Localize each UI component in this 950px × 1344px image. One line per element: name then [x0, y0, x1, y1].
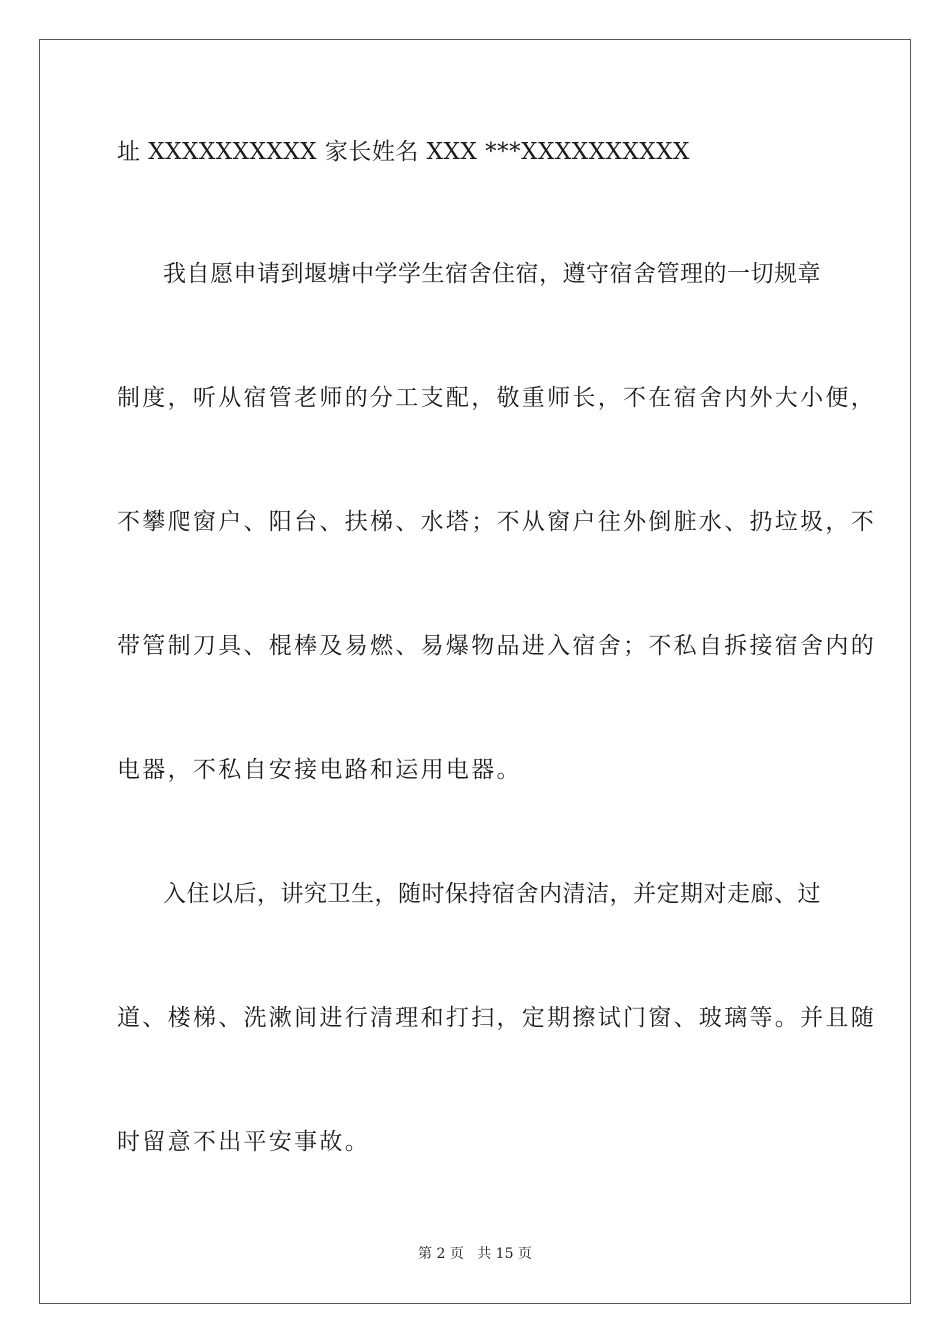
paragraph-1-line-1: 我自愿申请到堰塘中学学生宿舍住宿，遵守宿舍管理的一切规章 — [163, 261, 821, 287]
page-frame — [39, 39, 911, 1304]
page-number: 第 2 页 — [418, 1246, 464, 1262]
paragraph-2-line-2: 道、楼梯、洗漱间进行清理和打扫，定期擦试门窗、玻璃等。并且随 — [117, 1005, 876, 1031]
paragraph-1-line-2: 制度，听从宿管老师的分工支配，敬重师长，不在宿舍内外大小便， — [117, 385, 876, 411]
paragraph-2-line-1: 入住以后，讲究卫生，随时保持宿舍内清洁，并定期对走廊、过 — [163, 881, 821, 907]
page-total: 共 15 页 — [477, 1246, 532, 1262]
paragraph-1-line-3: 不攀爬窗户、阳台、扶梯、水塔；不从窗户往外倒脏水、扔垃圾，不 — [117, 509, 876, 535]
paragraph-1-line-4: 带管制刀具、棍棒及易燃、易爆物品进入宿舍；不私自拆接宿舍内的 — [117, 633, 876, 659]
page-footer — [0, 1244, 950, 1264]
paragraph-2-line-3: 时留意不出平安事故。 — [117, 1129, 370, 1155]
text-line-address: 址 XXXXXXXXXX 家长姓名 XXX ***XXXXXXXXXX — [117, 139, 690, 165]
paragraph-1-line-5: 电器，不私自安接电路和运用电器。 — [117, 757, 522, 783]
